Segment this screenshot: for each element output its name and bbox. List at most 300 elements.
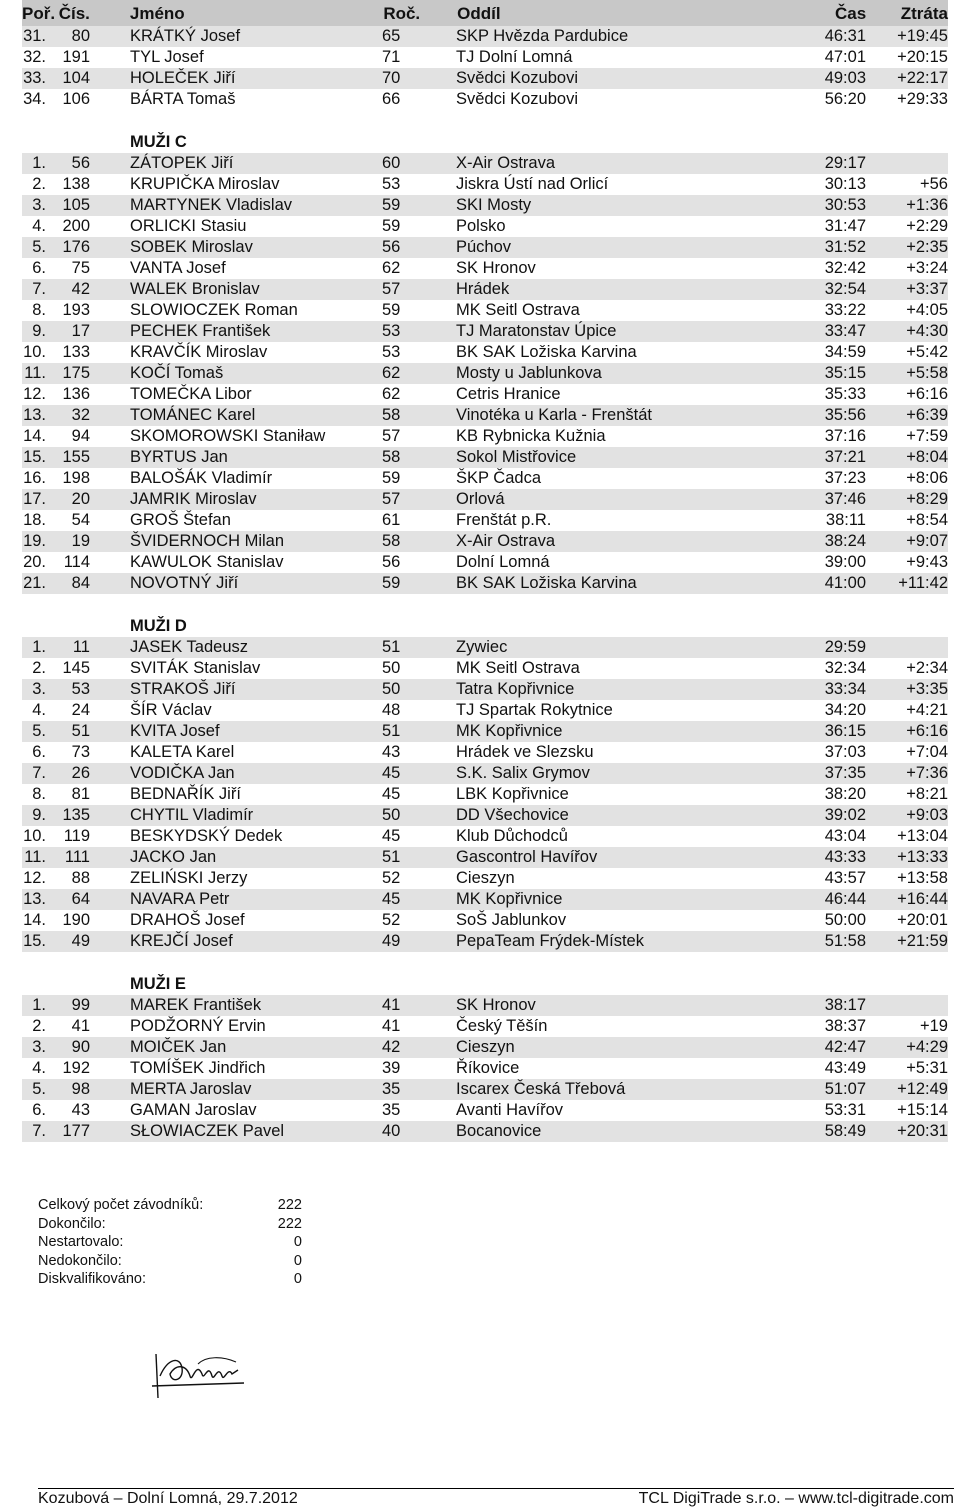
cell-position: 3. <box>32 680 46 698</box>
footer <box>38 1488 954 1507</box>
stat-label: Celkový počet závodníků: <box>38 1197 204 1213</box>
cell-name: KRAVČÍK Miroslav <box>130 343 268 361</box>
cell-year: 60 <box>382 154 401 172</box>
stat-label: Dokončilo: <box>38 1215 106 1232</box>
cell-year: 40 <box>382 1122 401 1140</box>
header-position: Poř. <box>22 3 56 23</box>
cell-loss: +29:33 <box>897 90 948 108</box>
cell-loss: +2:35 <box>906 238 948 256</box>
cell-bib: 32 <box>71 406 90 424</box>
cell-name: VODIČKA Jan <box>130 764 235 782</box>
cell-club: LBK Kopřivnice <box>456 785 569 803</box>
cell-time: 36:15 <box>824 722 866 740</box>
cell-time: 34:59 <box>824 343 866 361</box>
cell-loss: +8:04 <box>906 448 948 466</box>
cell-name: ZÁTOPEK Jiří <box>130 154 234 172</box>
result-row <box>22 910 948 931</box>
cell-club: Cetris Hranice <box>456 385 561 403</box>
cell-time: 35:33 <box>824 385 866 403</box>
cell-position: 15. <box>23 448 46 466</box>
cell-time: 35:56 <box>824 406 866 424</box>
cell-loss: +2:34 <box>906 659 948 677</box>
cell-bib: 84 <box>71 574 90 592</box>
result-row <box>22 763 948 784</box>
cell-loss: +5:58 <box>906 364 948 382</box>
cell-position: 6. <box>32 259 46 277</box>
cell-bib: 99 <box>71 996 90 1014</box>
cell-name: ŠVIDERNOCH Milan <box>130 532 285 550</box>
cell-time: 43:49 <box>824 1059 866 1077</box>
cell-club: MK Kopřivnice <box>456 890 563 908</box>
cell-name: MARTYNEK Vladislav <box>130 196 292 214</box>
result-groups <box>22 26 948 1142</box>
footer-timing-company: TCL DigiTrade s.r.o. – www.tcl-digitrade.com <box>638 1490 954 1507</box>
cell-club: SK Hronov <box>456 996 536 1014</box>
cell-name: BYRTUS Jan <box>130 448 228 466</box>
cell-loss: +7:04 <box>906 743 948 761</box>
result-row <box>22 847 948 868</box>
cell-loss: +9:03 <box>906 806 948 824</box>
cell-name: TOMÍŠEK Jindřich <box>130 1059 266 1077</box>
cell-year: 57 <box>382 490 401 508</box>
cell-year: 62 <box>382 364 401 382</box>
cell-club: Tatra Kopřivnice <box>456 680 575 698</box>
cell-name: TOMEČKA Libor <box>130 385 252 403</box>
cell-club: TJ Spartak Rokytnice <box>456 701 613 719</box>
cell-time: 37:35 <box>824 764 866 782</box>
cell-loss: +5:31 <box>906 1059 948 1077</box>
cell-time: 39:00 <box>824 553 866 571</box>
cell-time: 32:34 <box>824 659 866 677</box>
cell-position: 4. <box>32 1059 46 1077</box>
cell-loss: +6:16 <box>906 722 948 740</box>
cell-name: PODŽORNÝ Ervin <box>130 1017 266 1035</box>
category-title-text: MUŽI C <box>130 133 187 151</box>
cell-year: 71 <box>382 48 401 66</box>
cell-club: Sokol Mistřovice <box>456 448 577 466</box>
table-header <box>22 0 948 26</box>
cell-year: 62 <box>382 259 401 277</box>
result-row <box>22 216 948 237</box>
cell-position: 7. <box>32 1122 46 1140</box>
cell-year: 53 <box>382 343 401 361</box>
cell-club: S.K. Salix Grymov <box>456 764 590 782</box>
result-row <box>22 784 948 805</box>
cell-loss: +56 <box>920 175 948 193</box>
cell-club: Český Těšín <box>456 1017 548 1035</box>
result-row <box>22 1079 948 1100</box>
cell-position: 32. <box>23 48 46 66</box>
cell-loss: +8:06 <box>906 469 948 487</box>
cell-name: JASEK Tadeusz <box>130 638 249 656</box>
cell-year: 58 <box>382 448 401 466</box>
cell-position: 5. <box>32 238 46 256</box>
cell-loss: +20:31 <box>897 1122 948 1140</box>
cell-loss: +6:39 <box>906 406 948 424</box>
result-row <box>22 468 948 489</box>
cell-year: 70 <box>382 69 401 87</box>
result-row <box>22 363 948 384</box>
cell-name: DRAHOŠ Josef <box>130 911 245 929</box>
result-row <box>22 342 948 363</box>
cell-loss: +19:45 <box>897 27 948 45</box>
group-gap <box>22 594 948 616</box>
cell-name: GAMAN Jaroslav <box>130 1101 257 1119</box>
cell-name: JAMRIK Miroslav <box>130 490 257 508</box>
result-row <box>22 826 948 847</box>
header-name: Jméno <box>129 3 185 23</box>
cell-year: 52 <box>382 911 401 929</box>
cell-time: 49:03 <box>824 69 866 87</box>
cell-bib: 17 <box>71 322 90 340</box>
category-title-text: MUŽI D <box>130 617 187 635</box>
cell-position: 8. <box>32 301 46 319</box>
cell-bib: 81 <box>71 785 90 803</box>
cell-bib: 42 <box>71 280 90 298</box>
cell-loss: +11:42 <box>898 574 948 592</box>
cell-time: 43:33 <box>824 848 866 866</box>
cell-loss: +5:42 <box>906 343 948 361</box>
cell-club: Cieszyn <box>456 1038 515 1056</box>
cell-year: 51 <box>382 722 401 740</box>
category-title <box>22 132 948 153</box>
cell-time: 42:47 <box>824 1038 866 1056</box>
cell-club: X-Air Ostrava <box>456 532 556 550</box>
cell-club: SK Hronov <box>456 259 536 277</box>
cell-bib: 19 <box>71 532 90 550</box>
cell-year: 53 <box>382 175 401 193</box>
cell-time: 58:49 <box>824 1122 866 1140</box>
stat-label: Nedokončilo: <box>38 1252 122 1269</box>
cell-position: 11. <box>24 848 46 866</box>
cell-club: BK SAK Ložiska Karvina <box>456 574 637 592</box>
cell-name: PECHEK František <box>130 322 271 340</box>
cell-club: Říkovice <box>456 1059 520 1077</box>
cell-bib: 73 <box>71 743 90 761</box>
result-row <box>22 658 948 679</box>
cell-name: TYL Josef <box>130 48 204 66</box>
cell-loss: +13:58 <box>897 869 948 887</box>
cell-time: 50:00 <box>824 911 866 929</box>
cell-year: 56 <box>382 553 401 571</box>
cell-club: SoŠ Jablunkov <box>456 911 567 929</box>
cell-club: Polsko <box>456 217 506 235</box>
result-row <box>22 26 948 47</box>
cell-loss: +3:24 <box>906 259 948 277</box>
cell-loss: +16:44 <box>897 890 948 908</box>
cell-bib: 145 <box>62 659 90 677</box>
cell-position: 8. <box>32 785 46 803</box>
cell-name: ORLICKI Stasiu <box>130 217 247 235</box>
cell-bib: 190 <box>62 911 90 929</box>
cell-loss: +21:59 <box>897 932 948 950</box>
handwritten-signature <box>146 1346 256 1402</box>
cell-time: 33:22 <box>824 301 866 319</box>
result-row <box>22 174 948 195</box>
cell-time: 56:20 <box>824 90 866 108</box>
cell-club: Hrádek ve Slezsku <box>456 743 594 761</box>
cell-bib: 104 <box>62 69 90 87</box>
cell-club: Iscarex Česká Třebová <box>456 1080 626 1098</box>
cell-position: 14. <box>23 911 46 929</box>
cell-loss: +12:49 <box>897 1080 948 1098</box>
cell-bib: 98 <box>71 1080 90 1098</box>
cell-loss: +8:21 <box>906 785 948 803</box>
cell-club: Klub Důchodců <box>456 827 568 845</box>
cell-position: 2. <box>32 659 46 677</box>
cell-position: 19. <box>23 532 46 550</box>
cell-bib: 177 <box>62 1122 90 1140</box>
header-year: Roč. <box>383 3 421 23</box>
result-row <box>22 700 948 721</box>
cell-name: ZELIŃSKI Jerzy <box>130 869 248 887</box>
stat-label: Diskvalifikováno: <box>38 1271 146 1287</box>
cell-bib: 175 <box>62 364 90 382</box>
stat-label: Nestartovalo: <box>38 1234 124 1250</box>
cell-name: MOIČEK Jan <box>130 1038 227 1056</box>
cell-time: 51:07 <box>824 1080 866 1098</box>
result-row <box>22 637 948 658</box>
cell-year: 42 <box>382 1038 401 1056</box>
cell-name: BESKYDSKÝ Dedek <box>130 827 283 845</box>
cell-bib: 193 <box>62 301 90 319</box>
cell-time: 30:53 <box>824 196 866 214</box>
cell-position: 5. <box>32 1080 46 1098</box>
cell-year: 45 <box>382 890 401 908</box>
stat-value: 0 <box>293 1234 302 1250</box>
cell-loss: +8:54 <box>906 511 948 529</box>
cell-club: Zywiec <box>456 638 508 656</box>
cell-bib: 138 <box>62 175 90 193</box>
summary-stats <box>38 1196 302 1289</box>
cell-position: 3. <box>32 196 46 214</box>
cell-position: 12. <box>23 869 46 887</box>
cell-loss: +4:30 <box>906 322 948 340</box>
cell-position: 7. <box>32 280 46 298</box>
category-title <box>22 974 948 995</box>
cell-club: ŠKP Čadca <box>456 469 541 487</box>
cell-time: 46:31 <box>824 27 866 45</box>
stat-row <box>38 1252 302 1271</box>
stat-value: 222 <box>277 1215 302 1232</box>
result-row <box>22 489 948 510</box>
cell-time: 35:15 <box>824 364 866 382</box>
stat-value: 0 <box>293 1271 302 1287</box>
cell-loss: +2:29 <box>906 217 948 235</box>
cell-club: Mosty u Jablunkova <box>456 364 602 382</box>
result-row <box>22 300 948 321</box>
cell-loss: +9:43 <box>906 553 948 571</box>
cell-club: Frenštát p.R. <box>456 511 552 529</box>
cell-time: 41:00 <box>824 574 866 592</box>
result-row <box>22 889 948 910</box>
result-row <box>22 405 948 426</box>
cell-time: 38:20 <box>824 785 866 803</box>
cell-year: 51 <box>382 638 401 656</box>
cell-club: Svědci Kozubovi <box>456 90 578 108</box>
cell-position: 15. <box>23 932 46 950</box>
cell-bib: 114 <box>63 553 90 571</box>
cell-bib: 54 <box>71 511 90 529</box>
cell-time: 37:23 <box>824 469 866 487</box>
stat-row <box>38 1215 302 1234</box>
cell-position: 31. <box>23 27 46 45</box>
cell-time: 33:34 <box>824 680 866 698</box>
cell-name: ŠÍR Václav <box>130 701 212 719</box>
cell-name: BEDNAŘÍK Jiří <box>130 785 241 803</box>
cell-bib: 49 <box>71 932 90 950</box>
stat-row <box>38 1233 302 1252</box>
cell-club: SKP Hvězda Pardubice <box>456 27 629 45</box>
cell-name: TOMÁNEC Karel <box>130 406 256 424</box>
result-row <box>22 931 948 952</box>
cell-loss: +4:21 <box>906 701 948 719</box>
cell-name: KAWULOK Stanislav <box>130 553 284 571</box>
cell-time: 37:46 <box>824 490 866 508</box>
cell-club: Dolní Lomná <box>456 553 550 571</box>
cell-name: CHYTIL Vladimír <box>130 806 254 824</box>
cell-position: 7. <box>32 764 46 782</box>
result-row <box>22 531 948 552</box>
result-row <box>22 573 948 594</box>
cell-club: TJ Maratonstav Úpice <box>456 322 617 340</box>
cell-loss: +4:29 <box>906 1038 948 1056</box>
cell-year: 51 <box>382 848 401 866</box>
cell-bib: 105 <box>62 196 90 214</box>
cell-loss: +6:16 <box>906 385 948 403</box>
cell-position: 1. <box>32 638 46 656</box>
result-row <box>22 868 948 889</box>
cell-name: KREJČÍ Josef <box>130 932 233 950</box>
cell-position: 18. <box>23 511 46 529</box>
cell-position: 9. <box>32 322 46 340</box>
cell-time: 29:59 <box>824 638 866 656</box>
cell-bib: 155 <box>62 448 90 466</box>
cell-bib: 56 <box>71 154 90 172</box>
cell-bib: 176 <box>62 238 90 256</box>
cell-time: 30:13 <box>824 175 866 193</box>
footer-event: Kozubová – Dolní Lomná, 29.7.2012 <box>38 1490 298 1507</box>
cell-time: 32:42 <box>824 259 866 277</box>
cell-bib: 26 <box>71 764 90 782</box>
cell-year: 45 <box>382 764 401 782</box>
cell-loss: +8:29 <box>906 490 948 508</box>
result-row <box>22 1037 948 1058</box>
cell-name: NOVOTNÝ Jiří <box>130 574 239 592</box>
result-row <box>22 510 948 531</box>
cell-year: 66 <box>382 90 401 108</box>
cell-time: 51:58 <box>824 932 866 950</box>
cell-time: 32:54 <box>824 280 866 298</box>
cell-year: 59 <box>382 301 401 319</box>
cell-bib: 94 <box>71 427 90 445</box>
result-row <box>22 805 948 826</box>
cell-club: MK Seitl Ostrava <box>456 659 580 677</box>
cell-club: Bocanovice <box>456 1122 542 1140</box>
cell-name: MERTA Jaroslav <box>130 1080 252 1098</box>
cell-position: 4. <box>32 701 46 719</box>
category-title <box>22 616 948 637</box>
cell-position: 33. <box>23 69 46 87</box>
cell-name: SŁOWIACZEK Pavel <box>130 1122 285 1140</box>
cell-year: 59 <box>382 574 401 592</box>
cell-club: BK SAK Ložiska Karvina <box>456 343 637 361</box>
result-row <box>22 237 948 258</box>
cell-time: 43:04 <box>824 827 866 845</box>
result-row <box>22 721 948 742</box>
header-bib: Čís. <box>58 3 90 23</box>
cell-name: KRÁTKÝ Josef <box>130 27 241 45</box>
cell-loss: +20:01 <box>897 911 948 929</box>
cell-position: 6. <box>32 743 46 761</box>
result-row <box>22 279 948 300</box>
cell-position: 10. <box>23 343 46 361</box>
cell-year: 65 <box>382 27 401 45</box>
cell-time: 34:20 <box>824 701 866 719</box>
cell-club: Vinotéka u Karla - Frenštát <box>456 406 652 424</box>
cell-year: 41 <box>382 1017 401 1035</box>
cell-club: Púchov <box>456 238 512 256</box>
cell-position: 3. <box>32 1038 46 1056</box>
cell-name: MAREK František <box>130 996 262 1014</box>
cell-club: Gascontrol Havířov <box>456 848 598 866</box>
cell-bib: 198 <box>62 469 90 487</box>
cell-time: 38:37 <box>824 1017 866 1035</box>
cell-year: 35 <box>382 1101 401 1119</box>
cell-year: 50 <box>382 806 401 824</box>
cell-club: Orlová <box>456 490 505 508</box>
cell-bib: 133 <box>62 343 90 361</box>
cell-position: 34. <box>23 90 46 108</box>
header-club: Oddíl <box>457 3 501 23</box>
cell-bib: 192 <box>62 1059 90 1077</box>
cell-position: 1. <box>32 154 46 172</box>
group-gap <box>22 110 948 132</box>
cell-bib: 53 <box>71 680 90 698</box>
cell-loss: +9:07 <box>906 532 948 550</box>
stat-value: 0 <box>293 1252 302 1269</box>
stat-row <box>38 1196 302 1215</box>
cell-loss: +1:36 <box>906 196 948 214</box>
cell-time: 37:21 <box>824 448 866 466</box>
cell-year: 56 <box>382 238 401 256</box>
cell-bib: 80 <box>71 27 90 45</box>
cell-position: 9. <box>32 806 46 824</box>
cell-loss: +3:37 <box>906 280 948 298</box>
cell-club: Cieszyn <box>456 869 515 887</box>
cell-position: 10. <box>23 827 46 845</box>
cell-name: SLOWIOCZEK Roman <box>130 301 298 319</box>
category-title-text: MUŽI E <box>130 975 186 993</box>
cell-name: BALOŠÁK Vladimír <box>130 469 273 487</box>
cell-position: 17. <box>23 490 46 508</box>
cell-year: 39 <box>382 1059 401 1077</box>
cell-bib: 11 <box>72 638 90 656</box>
cell-year: 59 <box>382 469 401 487</box>
cell-year: 45 <box>382 827 401 845</box>
result-row <box>22 384 948 405</box>
result-row <box>22 552 948 573</box>
cell-name: KALETA Karel <box>130 743 235 761</box>
cell-position: 5. <box>32 722 46 740</box>
result-row <box>22 195 948 216</box>
cell-time: 53:31 <box>824 1101 866 1119</box>
cell-bib: 106 <box>62 90 90 108</box>
cell-club: PepaTeam Frýdek-Místek <box>456 932 644 950</box>
cell-bib: 90 <box>71 1038 90 1056</box>
cell-club: MK Seitl Ostrava <box>456 301 580 319</box>
cell-position: 2. <box>32 175 46 193</box>
